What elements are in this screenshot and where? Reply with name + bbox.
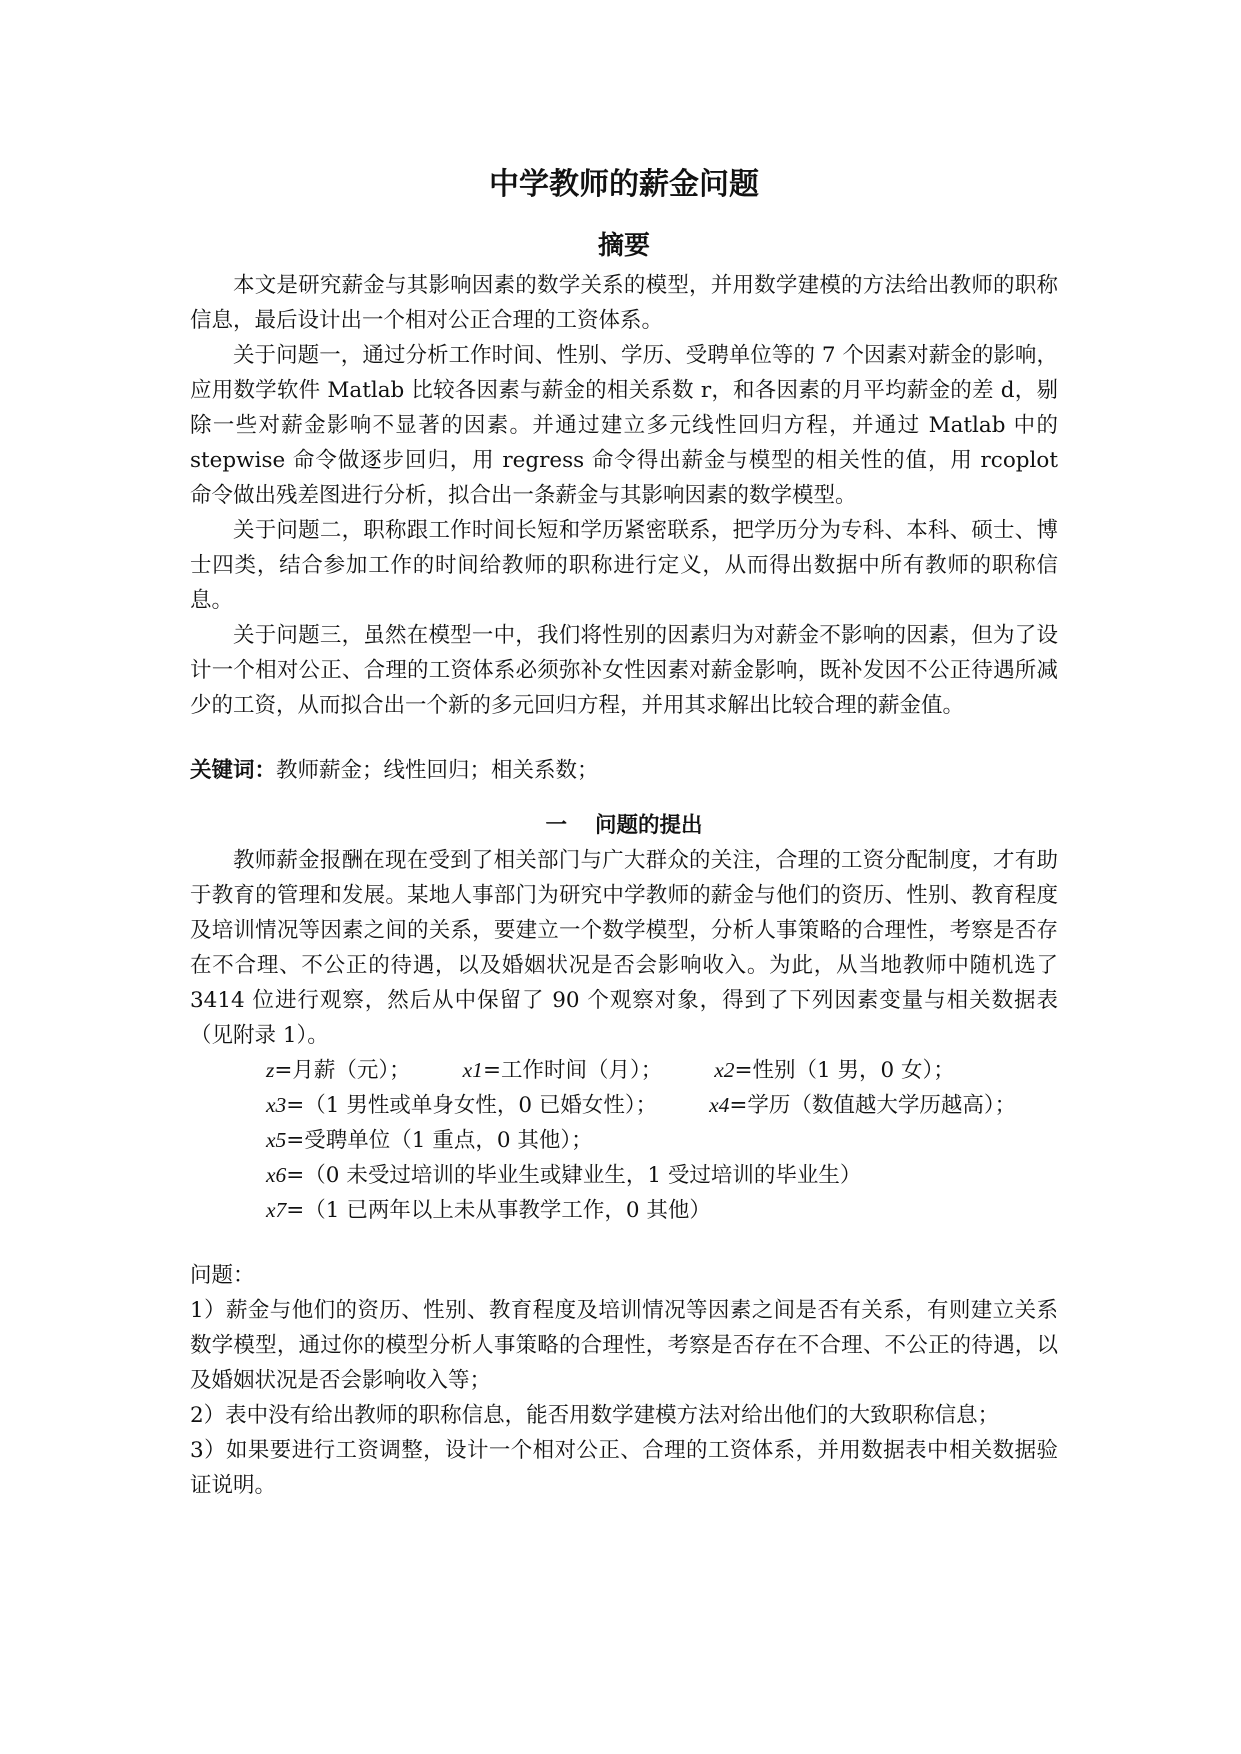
variable-symbol-x1: x1 — [462, 1058, 483, 1082]
variable-line-x6 — [190, 1158, 1058, 1193]
section-number: 一 — [545, 813, 567, 838]
variable-symbol-z: z — [266, 1058, 275, 1082]
variable-symbol-x2: x2 — [714, 1058, 735, 1082]
variable-desc-x7: =（1 已两年以上未从事教学工作，0 其他） — [286, 1198, 711, 1223]
variable-line-x5 — [190, 1123, 1058, 1158]
variable-symbol-x7: x7 — [266, 1198, 287, 1222]
abstract-paragraph-2: 关于问题一，通过分析工作时间、性别、学历、受聘单位等的 7 个因素对薪金的影响，应用数学软件 Matlab 比较各因素与薪金的相关系数 r，和各因素的月平均薪金的差 d，剔除一些对薪金影响不显著的因素。并通过建立多元线性回归方程，并通过 Matlab 中的 stepwise 命令做逐步回归，用 regress 命令得出薪金与模型的相关性的值，用 rcoplot 命令做出残差图进行分析，拟合出一条薪金与其影响因素的数学模型。 — [190, 343, 1058, 508]
variable-symbol-x3: x3 — [266, 1093, 287, 1117]
variable-symbol-x5: x5 — [266, 1128, 287, 1152]
variable-desc-x5: =受聘单位（1 重点，0 其他）； — [286, 1128, 593, 1153]
abstract-paragraph-1: 本文是研究薪金与其影响因素的数学关系的模型，并用数学建模的方法给出教师的职称信息，最后设计出一个相对公正合理的工资体系。 — [190, 273, 1058, 333]
question-1: 1）薪金与他们的资历、性别、教育程度及培训情况等因素之间是否有关系，有则建立关系数学模型，通过你的模型分析人事策略的合理性，考察是否存在不合理、不公正的待遇，以及婚姻状况是否会影响收入等； — [190, 1298, 1058, 1393]
variable-line-z-x1-x2 — [190, 1053, 1058, 1088]
question-3: 3）如果要进行工资调整，设计一个相对公正、合理的工资体系，并用数据表中相关数据验证说明。 — [190, 1438, 1058, 1498]
variable-line-x3-x4 — [190, 1088, 1058, 1123]
question-2: 2）表中没有给出教师的职称信息，能否用数学建模方法对给出他们的大致职称信息； — [190, 1403, 1000, 1428]
variable-symbol-x6: x6 — [266, 1163, 287, 1187]
variable-desc-x3: =（1 男性或单身女性，0 已婚女性）； — [286, 1093, 658, 1118]
section-heading — [190, 808, 1058, 843]
variable-desc-x6: =（0 未受过培训的毕业生或肄业生，1 受过培训的毕业生） — [286, 1163, 862, 1188]
variable-desc-x2: =性别（1 男，0 女）； — [734, 1058, 955, 1083]
keywords-text: 教师薪金；线性回归；相关系数； — [276, 758, 599, 783]
variable-symbol-x4: x4 — [709, 1093, 730, 1117]
section-title: 问题的提出 — [595, 813, 703, 838]
keywords-label: 关键词： — [190, 758, 277, 783]
paper-title: 中学教师的薪金问题 — [489, 167, 759, 202]
document-page — [190, 160, 1058, 1503]
variable-desc-z: =月薪（元）； — [274, 1058, 411, 1083]
abstract-paragraph-3: 关于问题二，职称跟工作时间长短和学历紧密联系，把学历分为专科、本科、硕士、博士四类，结合参加工作的时间给教师的职称进行定义，从而得出数据中所有教师的职称信息。 — [190, 518, 1058, 613]
variable-desc-x4: =学历（数值越大学历越高）； — [729, 1093, 1017, 1118]
abstract-heading: 摘要 — [597, 231, 650, 261]
abstract-paragraph-4: 关于问题三，虽然在模型一中，我们将性别的因素归为对薪金不影响的因素，但为了设计一个相对公正、合理的工资体系必须弥补女性因素对薪金影响，既补发因不公正待遇所减少的工资，从而拟合出一个新的多元回归方程，并用其求解出比较合理的薪金值。 — [190, 623, 1058, 718]
variable-line-x7 — [190, 1193, 1058, 1228]
section-paragraph: 教师薪金报酬在现在受到了相关部门与广大群众的关注，合理的工资分配制度，才有助于教育的管理和发展。某地人事部门为研究中学教师的薪金与他们的资历、性别、教育程度及培训情况等因素之间的关系，要建立一个数学模型，分析人事策略的合理性，考察是否存在不合理、不公正的待遇，以及婚姻状况是否会影响收入。为此，从当地教师中随机选了 3414 位进行观察，然后从中保留了 90 个观察对象，得到了下列因素变量与相关数据表（见附录 1）。 — [190, 848, 1058, 1048]
variable-desc-x1: =工作时间（月）； — [482, 1058, 663, 1083]
keywords-line — [190, 753, 1058, 788]
questions-label: 问题： — [190, 1263, 255, 1288]
